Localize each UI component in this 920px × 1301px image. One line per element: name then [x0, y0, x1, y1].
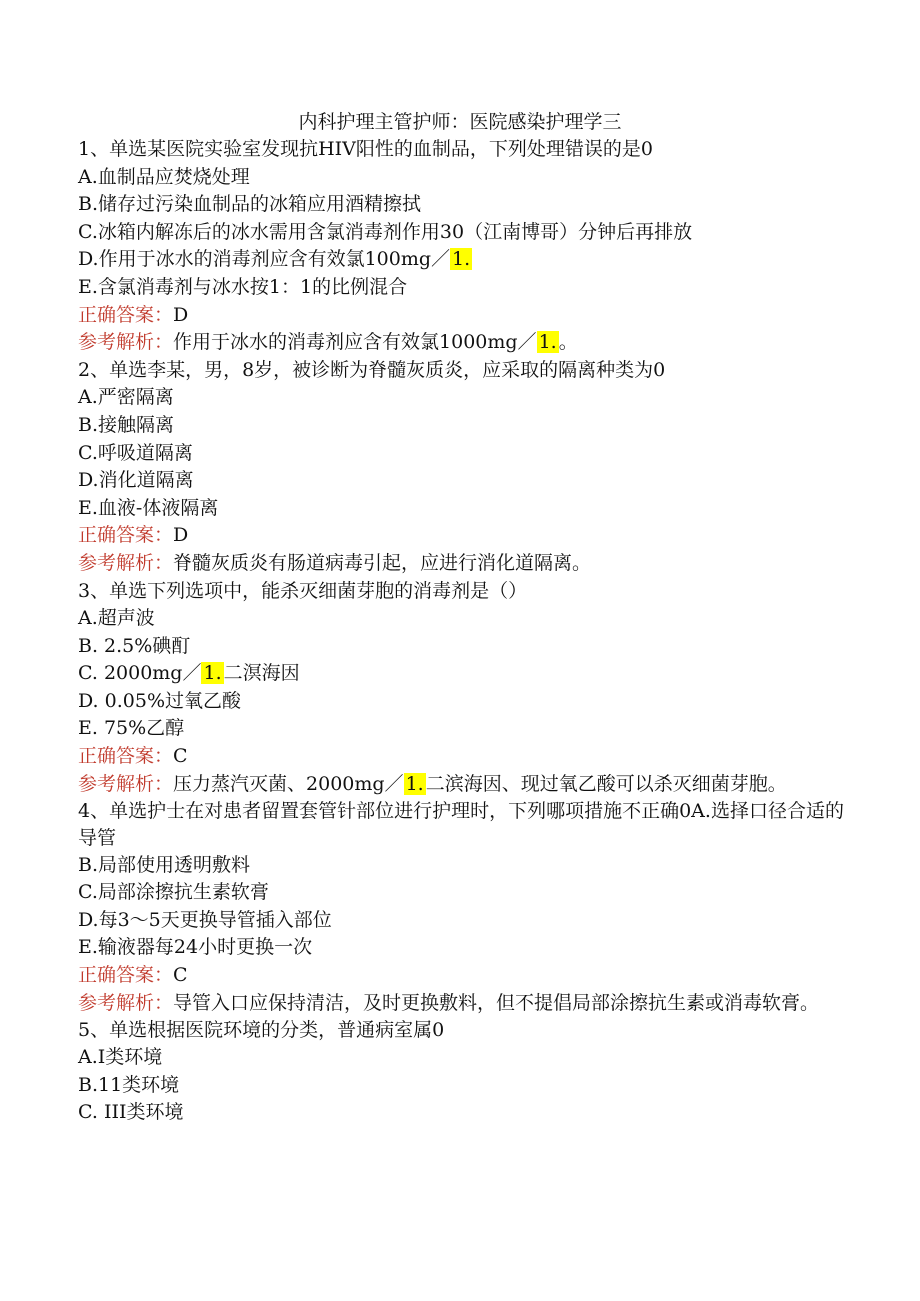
- question-3-option-d: D. 0.05%过氧乙酸: [78, 689, 241, 712]
- analysis-text-tail: 二滨海因、现过氧乙酸可以杀灭细菌芽胞。: [425, 772, 787, 795]
- question-1-option-a: A.血制品应焚烧处理: [78, 165, 250, 188]
- answer-label: 正确答案：: [78, 524, 174, 547]
- question-4-option-d: D.每3～5天更换导管插入部位: [78, 908, 332, 931]
- question-2-option-d: D.消化道隔离: [78, 469, 194, 492]
- question-3-answer: [78, 743, 858, 771]
- answer-label: 正确答案：: [78, 303, 174, 326]
- analysis-text: 导管入口应保持清洁，及时更换敷料，但不提倡局部涂擦抗生素或消毒软膏。: [173, 991, 820, 1014]
- answer-value: C: [173, 964, 188, 987]
- question-1-option-d: [78, 246, 858, 274]
- question-4-option-e: E.输液器每24小时更换一次: [78, 936, 313, 959]
- question-4-answer: [78, 962, 858, 990]
- highlight-mark: 1.: [203, 662, 222, 685]
- analysis-text: 作用于冰水的消毒剂应含有效氯1000mg／: [173, 331, 537, 354]
- answer-label: 正确答案：: [78, 964, 174, 987]
- question-3-analysis: [78, 771, 858, 798]
- question-3-option-c-tail: 二溟海因: [223, 662, 300, 685]
- question-4-analysis: [78, 990, 858, 1017]
- question-2-analysis: [78, 550, 858, 578]
- question-2-option-b: B.接触隔离: [78, 413, 175, 436]
- question-3-stem: 3、单选下列选项中，能杀灭细菌芽胞的消毒剂是（）: [78, 579, 528, 602]
- question-4-stem: 4、单选护士在对患者留置套管针部位进行护理时，下列哪项措施不正确0A.选择口径合适的导管: [78, 799, 844, 849]
- highlight-mark: 1.: [405, 772, 424, 795]
- analysis-label: 参考解析：: [78, 991, 174, 1014]
- question-1-option-b: B.储存过污染血制品的冰箱应用酒精擦拭: [78, 193, 422, 216]
- question-1-stem: 1、单选某医院实验室发现抗HIV阳性的血制品，下列处理错误的是0: [78, 138, 653, 160]
- page-title: 内科护理主管护师：医院感染护理学三: [298, 111, 622, 133]
- answer-value: D: [173, 303, 189, 326]
- question-2-option-e: E.血液-体液隔离: [78, 496, 219, 519]
- answer-value: C: [173, 745, 188, 768]
- question-5-option-b: B.11类环境: [78, 1073, 180, 1096]
- highlight-mark: 1.: [538, 331, 557, 354]
- question-3-option-a: A.超声波: [78, 607, 155, 630]
- analysis-text: 压力蒸汽灭菌、2000mg／: [173, 772, 404, 795]
- question-1-option-d-text: D.作用于冰水的消毒剂应含有效氯100mg／: [78, 248, 451, 271]
- question-3-option-c: [78, 660, 858, 688]
- question-list: [78, 136, 858, 1127]
- question-1-answer: [78, 302, 858, 330]
- analysis-text-tail: 。: [558, 331, 578, 354]
- question-3-option-e: E. 75%乙醇: [78, 717, 185, 740]
- question-2-option-c: C.呼吸道隔离: [78, 441, 193, 464]
- analysis-label: 参考解析：: [78, 331, 174, 354]
- question-5-stem: 5、单选根据医院环境的分类，普通病室属0: [78, 1018, 445, 1041]
- analysis-label: 参考解析：: [78, 551, 174, 574]
- question-2-answer: [78, 522, 858, 550]
- answer-value: D: [173, 524, 189, 547]
- question-3-option-c-text: C. 2000mg／: [78, 662, 202, 685]
- question-5-option-c: C. III类环境: [78, 1101, 184, 1124]
- highlight-mark: 1.: [452, 248, 471, 271]
- question-5-option-a: A.I类环境: [78, 1046, 163, 1069]
- question-4-option-b: B.局部使用透明敷料: [78, 853, 251, 876]
- question-1-option-e: E.含氯消毒剂与冰水按1：1的比例混合: [78, 275, 408, 298]
- analysis-label: 参考解析：: [78, 772, 174, 795]
- answer-label: 正确答案：: [78, 745, 174, 768]
- question-4-option-c: C.局部涂擦抗生素软膏: [78, 881, 269, 904]
- question-1-option-c: C.冰箱内解冻后的冰水需用含氯消毒剂作用30（江南博哥）分钟后再排放: [78, 220, 693, 243]
- question-2-option-a: A.严密隔离: [78, 386, 174, 409]
- question-2-stem: 2、单选李某，男，8岁，被诊断为脊髓灰质炎，应采取的隔离种类为0: [78, 358, 666, 381]
- question-3-option-b: B. 2.5%碘酊: [78, 634, 191, 657]
- analysis-text: 脊髓灰质炎有肠道病毒引起，应进行消化道隔离。: [173, 551, 592, 574]
- question-1-analysis: [78, 329, 858, 357]
